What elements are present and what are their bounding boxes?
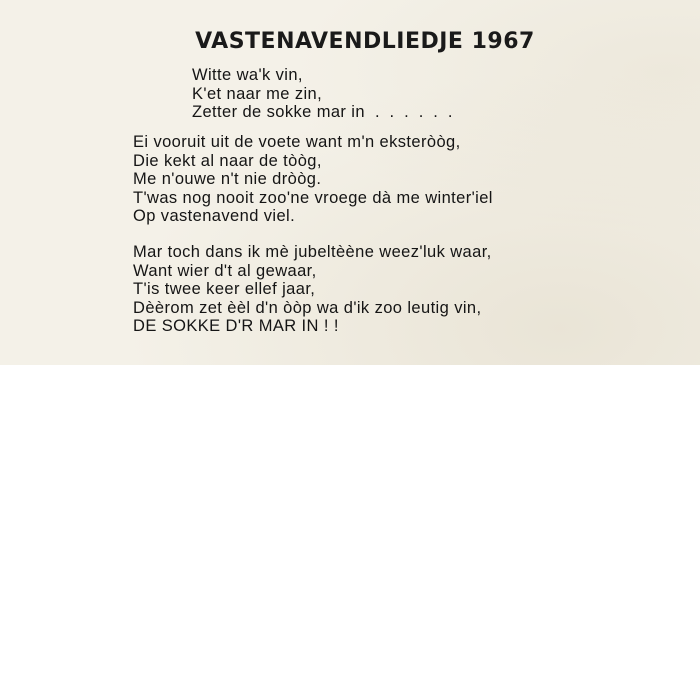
stanza-1 — [192, 66, 462, 122]
stanza-1-line-3-text: Zetter de sokke mar in — [192, 103, 365, 121]
song-title: VASTENAVENDLIEDJE 1967 — [195, 29, 535, 54]
stanza-3-line-3: T'is twee keer ellef jaar, — [133, 280, 316, 298]
stanza-3-line-2: Want wier d't al gewaar, — [133, 261, 317, 280]
stanza-3-line-1: Mar toch dans ik mè jubeltèène weez'luk waar, — [133, 243, 492, 261]
stanza-2-line-3: Me n'ouwe n't nie dròòg. — [133, 170, 322, 188]
ellipsis-dots: ...... — [374, 103, 463, 121]
stanza-2-line-2: Die kekt al naar de tòòg, — [133, 151, 322, 170]
stanza-1-line-2: K'et naar me zin, — [192, 84, 323, 103]
stanza-1-line-1: Witte wa'k vin, — [192, 66, 303, 84]
stanza-3-line-4: Dèèrom zet èèl d'n òòp wa d'ik zoo leutig vin, — [133, 298, 482, 317]
stanza-1-line-3 — [192, 103, 462, 122]
stanza-2-line-4: T'was nog nooit zoo'ne vroege dà me winter'iel — [133, 188, 493, 207]
stanza-2 — [133, 133, 493, 226]
stanza-2-line-5: Op vastenavend viel. — [133, 207, 296, 225]
stanza-3-line-5: DE SOKKE D'R MAR IN ! ! — [133, 317, 339, 335]
stanza-3 — [133, 243, 492, 336]
stanza-2-line-1: Ei vooruit uit de voete want m'n eksteròòg, — [133, 133, 461, 151]
